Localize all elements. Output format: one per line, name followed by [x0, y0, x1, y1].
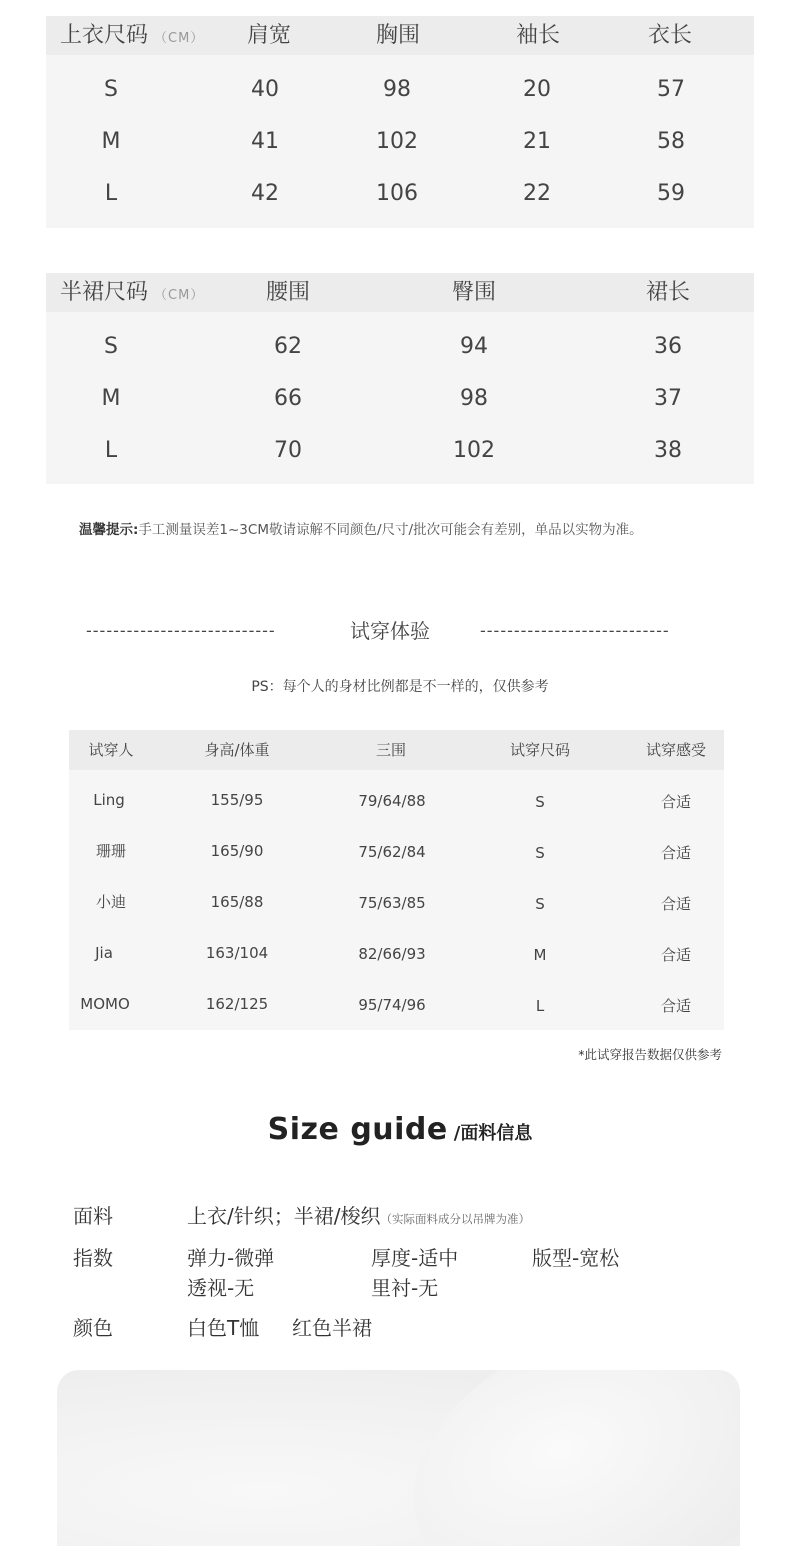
value-cell: 20	[523, 77, 551, 102]
feeling: 合适	[660, 844, 692, 862]
trial-ps-note: PS：每个人的身材比例都是不一样的，仅供参考	[251, 679, 549, 695]
col-header-feeling: 试穿感受	[645, 741, 707, 759]
measurements: 79/64/88	[358, 792, 426, 810]
value-cell: 42	[251, 181, 279, 206]
value-cell: 98	[383, 77, 411, 102]
col-header-skirt-length: 裙长	[645, 280, 691, 305]
value-cell: 38	[654, 438, 682, 463]
value-cell: 98	[460, 386, 488, 411]
tester-name: 珊珊	[95, 842, 127, 860]
color-label: 颜色	[73, 1316, 113, 1340]
index-elasticity: 弹力-微弹	[187, 1246, 275, 1270]
table-row	[46, 64, 754, 116]
height-weight: 162/125	[205, 995, 269, 1013]
height-weight: 163/104	[205, 944, 269, 962]
top-size-table-title: 上衣尺码 （CM）	[60, 23, 205, 48]
skirt-size-table-header	[46, 273, 754, 312]
size-guide-heading: Size guide	[267, 1112, 448, 1147]
dash-divider-right: ----------------------------	[480, 621, 670, 640]
index-fit: 版型-宽松	[532, 1246, 620, 1270]
col-header-trial-size: 试穿尺码	[509, 741, 571, 759]
value-cell: 102	[453, 438, 495, 463]
size-cell: S	[104, 334, 118, 359]
col-header-chest: 胸围	[375, 23, 421, 48]
table-row	[46, 425, 754, 477]
col-header-measurements: 三围	[375, 741, 407, 759]
trial-table	[69, 730, 724, 1030]
value-cell: 21	[523, 129, 551, 154]
height-weight: 165/88	[210, 893, 264, 911]
skirt-size-table	[46, 273, 754, 484]
size-guide-title	[0, 1112, 800, 1147]
trial-size: S	[535, 895, 545, 913]
value-cell: 106	[376, 181, 418, 206]
col-header-height-weight: 身高/体重	[204, 741, 270, 759]
value-cell: 70	[274, 438, 302, 463]
height-weight: 155/95	[210, 791, 264, 809]
measurements: 82/66/93	[358, 945, 426, 963]
table-row	[69, 877, 724, 928]
col-header-hip: 臀围	[451, 280, 497, 305]
table-row	[46, 373, 754, 425]
measurements: 75/63/85	[358, 894, 426, 912]
feeling: 合适	[660, 997, 692, 1015]
color-white-tshirt: 白色T恤	[187, 1316, 260, 1340]
size-cell: S	[104, 77, 118, 102]
col-header-sleeve: 袖长	[515, 23, 561, 48]
index-label: 指数	[73, 1246, 113, 1270]
size-cell: M	[101, 129, 121, 154]
trial-report-note: *此试穿报告数据仅供参考	[578, 1047, 722, 1062]
trial-size: S	[535, 844, 545, 862]
fabric-hint: （实际面料成分以吊牌为准）	[380, 1212, 530, 1226]
size-cell: L	[104, 438, 118, 463]
value-cell: 22	[523, 181, 551, 206]
trial-size: S	[535, 793, 545, 811]
value-cell: 62	[274, 334, 302, 359]
table-row	[69, 979, 724, 1030]
top-size-table-header	[46, 16, 754, 55]
trial-section-title	[0, 616, 800, 646]
size-guide-subheading: /面料信息	[453, 1123, 533, 1144]
size-cell: L	[104, 181, 118, 206]
value-cell: 94	[460, 334, 488, 359]
table-row	[46, 116, 754, 168]
fabric-value: 上衣/针织；半裙/梭织（实际面料成分以吊牌为准）	[187, 1204, 530, 1228]
value-cell: 41	[251, 129, 279, 154]
value-cell: 36	[654, 334, 682, 359]
value-cell: 37	[654, 386, 682, 411]
top-size-table	[46, 16, 754, 228]
index-lining: 里衬-无	[371, 1276, 439, 1300]
measurements: 95/74/96	[358, 996, 426, 1014]
value-cell: 66	[274, 386, 302, 411]
trial-size: M	[533, 946, 547, 964]
value-cell: 40	[251, 77, 279, 102]
size-cell: M	[101, 386, 121, 411]
tester-name: 小迪	[95, 893, 127, 911]
trial-size: L	[535, 997, 545, 1015]
table-row	[46, 321, 754, 373]
table-row	[69, 928, 724, 979]
measurements: 75/62/84	[358, 843, 426, 861]
trial-title: 试穿体验	[350, 619, 430, 643]
dash-divider-left: ----------------------------	[86, 621, 276, 640]
index-transparency: 透视-无	[187, 1276, 255, 1300]
tip-text: 手工测量误差1~3CM敬请谅解不同颜色/尺寸/批次可能会有差别，单品以实物为准。	[138, 522, 643, 538]
tester-name: MOMO	[80, 995, 130, 1013]
color-red-skirt: 红色半裙	[292, 1316, 372, 1340]
col-header-length: 衣长	[647, 23, 693, 48]
fabric-fold	[375, 1370, 740, 1546]
fabric-label: 面料	[73, 1204, 113, 1228]
table-row	[69, 775, 724, 826]
value-cell: 57	[657, 77, 685, 102]
table-row	[46, 168, 754, 220]
unit-label: （CM）	[154, 31, 205, 46]
col-header-shoulder: 肩宽	[246, 23, 292, 48]
col-header-tester: 试穿人	[88, 741, 134, 759]
col-header-waist: 腰围	[265, 280, 311, 305]
skirt-size-table-title: 半裙尺码 （CM）	[60, 280, 205, 305]
unit-label: （CM）	[154, 288, 205, 303]
fabric-photo	[57, 1370, 740, 1546]
measurement-tip	[79, 518, 643, 538]
value-cell: 59	[657, 181, 685, 206]
feeling: 合适	[660, 895, 692, 913]
value-cell: 102	[376, 129, 418, 154]
height-weight: 165/90	[210, 842, 264, 860]
feeling: 合适	[660, 793, 692, 811]
tip-label: 温馨提示:	[79, 522, 139, 538]
feeling: 合适	[660, 946, 692, 964]
index-thickness: 厚度-适中	[371, 1246, 459, 1270]
value-cell: 58	[657, 129, 685, 154]
tester-name: Jia	[95, 944, 113, 962]
trial-table-header	[69, 730, 724, 770]
table-row	[69, 826, 724, 877]
tester-name: Ling	[93, 791, 125, 809]
